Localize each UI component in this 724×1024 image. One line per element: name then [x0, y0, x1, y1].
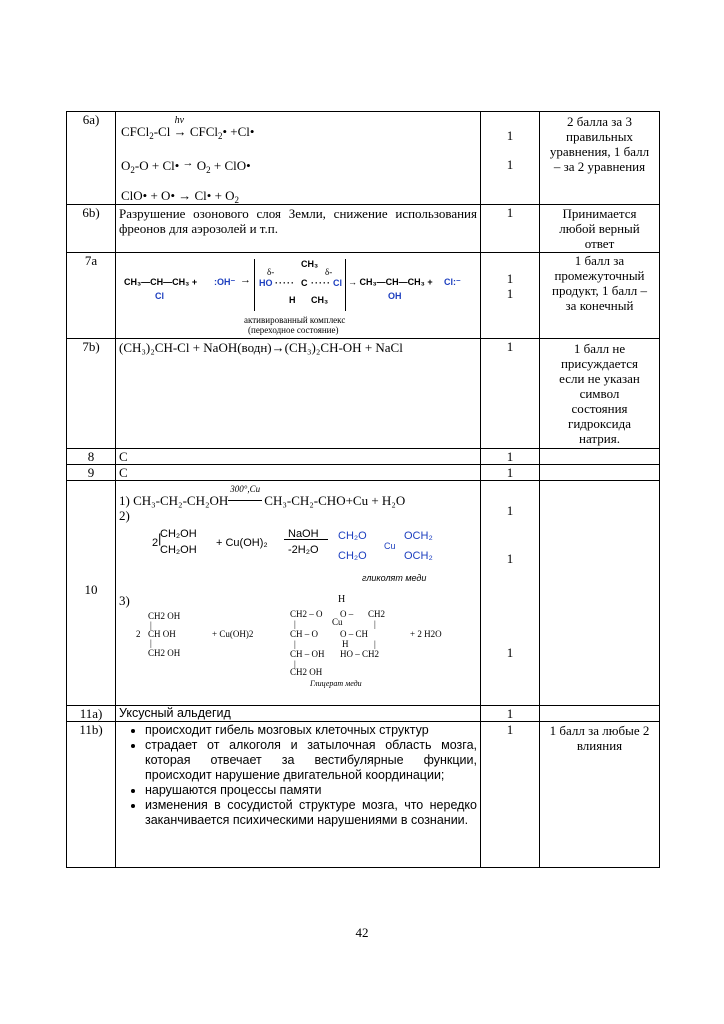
list-item: • нарушаются процессы памяти: [145, 783, 477, 798]
question-number: 11a): [67, 706, 116, 722]
equation-2: $O_2-O$ + Cl• → $O_2$ + ClO•: [121, 157, 251, 175]
answer-cell: [116, 722, 481, 868]
equation-1: CFCl$_2$-Cl hν → CFCl$_2$• +Cl•: [121, 115, 255, 141]
points-cell: 1: [481, 205, 540, 253]
question-number: 7b): [67, 339, 116, 449]
question-number: 8: [67, 449, 116, 465]
answer-table: [66, 111, 660, 868]
answer-cell: 1) CH₃-CH₂-CH₂OH 300°,Cu CH₃-CH₂-CHO+Cu + H₂O 2) 2 CH₂OH CH₂OH | + Cu(OH)₂ NaOH -2H₂O CH₂O OCH₂ CH₂O OCH₂ Cu гликолят меди 3) CH2 OH | 2 CH OH | CH2 OH + Cu(OH)2 H CH2 – O O – CH2 Cu | | CH – O O – CH + 2 H2O | H | CH – OH HO – CH2 | CH2 OH Глицерат меди: [116, 481, 481, 706]
points-cell: 1 1: [481, 112, 540, 205]
effects-list: [119, 723, 477, 828]
table-row: [67, 706, 660, 722]
answer-cell: Разрушение озонового слоя Земли, снижение использования фреонов для аэрозолей и т.п.: [116, 205, 481, 253]
note-cell: 1 балл не присуждается если не указан символ состояния гидроксида натрия.: [540, 339, 660, 449]
table-row: [67, 339, 660, 449]
answer-cell: [116, 253, 481, 339]
note-cell: [540, 465, 660, 481]
transition-complex: CH₃ δ- δ- HO ····· C ····· Cl H CH₃: [254, 259, 346, 311]
table-row: [67, 465, 660, 481]
answer-cell: [116, 112, 481, 205]
answer-cell: C: [116, 465, 481, 481]
note-cell: 1 балл за промежуточный продукт, 1 балл – за конечный: [540, 253, 660, 339]
points-cell: 1: [481, 449, 540, 465]
table-row: [67, 722, 660, 868]
note-cell: 2 балла за 3 правильных уравнения, 1 балл – за 2 уравнения: [540, 112, 660, 205]
question-number: 11b): [67, 722, 116, 868]
reaction-scheme: CH₃—CH—CH₃ + Cl :OH⁻ → CH₃ δ- δ- HO ····· C ····· Cl H CH₃ → CH₃—CH—CH₃ + OH Cl:⁻ активированный комплекс (переходное состояние): [124, 259, 461, 335]
table-row: [67, 205, 660, 253]
question-number: 7a: [67, 253, 116, 339]
question-number: 6a): [67, 112, 116, 205]
points-cell: 1 1 1: [481, 481, 540, 706]
question-number: 9: [67, 465, 116, 481]
points-cell: 1: [481, 339, 540, 449]
note-cell: 1 балл за любые 2 влияния: [540, 722, 660, 868]
answer-cell: C: [116, 449, 481, 465]
points-cell: 1: [481, 706, 540, 722]
list-item: • происходит гибель мозговых клеточных структур: [145, 723, 477, 738]
answer-cell: (CH₃)₂CH-Cl + NaOH(водн)→(CH₃)₂CH-OH + NaCl: [116, 339, 481, 449]
note-cell: [540, 481, 660, 706]
page-number: 42: [355, 925, 369, 940]
list-item: • изменения в сосудистой структуре мозга, что нередко заканчивается психическими нарушениями в сознании.: [145, 798, 477, 828]
table-row: [67, 481, 660, 706]
list-item: • страдает от алкоголя и затылочная область мозга, которая отвечает за вестибулярные функции, происходит нарушение двигательной координации;: [145, 738, 477, 783]
answer-cell: Уксусный альдегид: [116, 706, 481, 722]
note-cell: Принимается любой верный ответ: [540, 205, 660, 253]
question-number: 6b): [67, 205, 116, 253]
table-row: [67, 253, 660, 339]
table-row: [67, 449, 660, 465]
table-row: [67, 112, 660, 205]
reaction-2: 2 CH₂OH CH₂OH | + Cu(OH)₂ NaOH -2H₂O CH₂O OCH₂ CH₂O OCH₂ Cu гликолят меди: [152, 528, 433, 583]
points-cell: 1: [481, 465, 540, 481]
reaction-1: 1) CH₃-CH₂-CH₂OH 300°,Cu CH₃-CH₂-CHO+Cu + H₂O: [119, 484, 406, 508]
equation-3: ClO• + O• → Cl• + $O_2$: [121, 188, 240, 205]
points-cell: 1 1: [481, 253, 540, 339]
note-cell: [540, 449, 660, 465]
question-number: 10: [67, 481, 116, 706]
note-cell: [540, 706, 660, 722]
points-cell: 1: [481, 722, 540, 868]
reaction-3: CH2 OH | 2 CH OH | CH2 OH + Cu(OH)2 H CH2 – O O – CH2 Cu | | CH – O O – CH + 2 H2O | H | CH – OH HO – CH2 | CH2 OH Глицерат меди: [136, 594, 442, 688]
